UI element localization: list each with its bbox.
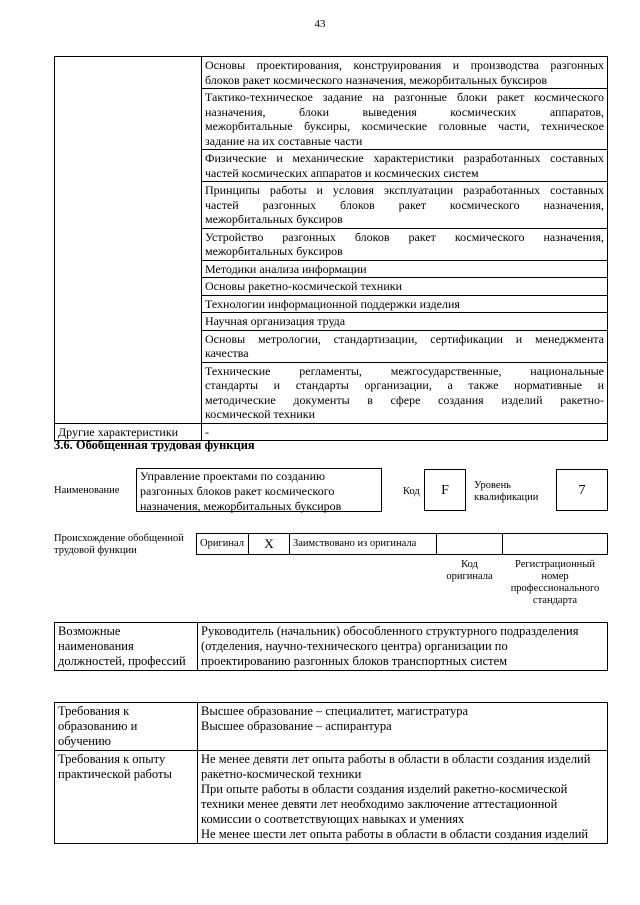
positions-table xyxy=(54,622,608,671)
original-mark-cell: X xyxy=(248,533,290,555)
origin-label: Происхождение обобщенной трудовой функции xyxy=(54,533,184,556)
positions-label-cell: Возможные наименования должностей, профессий xyxy=(55,623,198,671)
knowledge-item-8: Научная организация труда xyxy=(202,313,608,331)
registration-number-cell xyxy=(502,533,608,555)
original-code-caption: Код оригинала xyxy=(446,559,493,582)
experience-requirements-value: Не менее девяти лет опыта работы в области в области создания изделий ракетно-космической техники При опыте работы в области создания изделий ракетно-космической техники менее девяти лет необходимо заключение аттестационной комиссии о соответствующих навыках и умениях Не менее шести лет опыта работы в области в области создания изделий xyxy=(198,751,608,844)
function-name-box: Управление проектами по созданию разгонных блоков ракет космического назначения, межорбитальных буксиров xyxy=(136,468,382,512)
requirements-table xyxy=(54,702,608,844)
knowledge-item-4: Устройство разгонных блоков ракет космического назначения, межорбитальных буксиров xyxy=(202,228,608,260)
knowledge-item-6: Основы ракетно-космической техники xyxy=(202,278,608,296)
education-requirements-value: Высшее образование – специалитет, магистратура Высшее образование – аспирантура xyxy=(198,703,608,751)
knowledge-item-10: Технические регламенты, межгосударственные, национальные стандарты и стандарты организации, а также нормативные и методические документы в сфере создания изделий ракетно- космической техники xyxy=(202,362,608,423)
page-number: 43 xyxy=(314,18,326,30)
knowledge-label-cell xyxy=(55,57,202,424)
knowledge-item-5: Методики анализа информации xyxy=(202,260,608,278)
other-characteristics-label: Другие характеристики xyxy=(55,423,202,441)
registration-number-caption: Регистрационный номер профессионального стандарта xyxy=(510,559,600,606)
name-label: Наименование xyxy=(54,485,120,496)
code-label: Код xyxy=(403,486,420,497)
original-label-cell: Оригинал xyxy=(196,533,249,555)
knowledge-item-3: Принципы работы и условия эксплуатации разработанных составных частей разгонных блоков ракет космического назначения, межорбитальных буксиров xyxy=(202,182,608,229)
borrowed-label-cell: Заимствовано из оригинала xyxy=(289,533,437,555)
qualification-level-label: Уровень квалификации xyxy=(474,480,539,503)
knowledge-item-9: Основы метрологии, стандартизации, сертификации и менеджмента качества xyxy=(202,330,608,362)
code-value-box: F xyxy=(424,469,466,511)
knowledge-table xyxy=(54,56,608,441)
other-characteristics-value: - xyxy=(202,423,608,441)
table-row xyxy=(55,57,608,89)
knowledge-item-0: Основы проектирования, конструирования и производства разгонных блоков ракет космического назначения, межорбитальных буксиров xyxy=(202,57,608,89)
original-code-cell xyxy=(436,533,503,555)
knowledge-item-2: Физические и механические характеристики разработанных составных частей космических аппаратов и космических систем xyxy=(202,150,608,182)
section-title: 3.6. Обобщенная трудовая функция xyxy=(54,438,255,452)
qualification-level-box: 7 xyxy=(556,469,608,511)
positions-value-cell: Руководитель (начальник) обособленного структурного подразделения (отделения, научно-технического центра) организации по проектированию разгонных блоков транспортных систем xyxy=(198,623,608,671)
table-row xyxy=(55,703,608,751)
experience-requirements-label: Требования к опыту практической работы xyxy=(55,751,198,844)
table-row xyxy=(55,623,608,671)
table-row xyxy=(55,751,608,844)
knowledge-item-7: Технологии информационной поддержки изделия xyxy=(202,295,608,313)
education-requirements-label: Требования к образованию и обучению xyxy=(55,703,198,751)
knowledge-item-1: Тактико-техническое задание на разгонные блоки ракет космического назначения, блоки выведения космических аппаратов, межорбитальные буксиры, космические головные части, техническое задание на их составные части xyxy=(202,89,608,150)
